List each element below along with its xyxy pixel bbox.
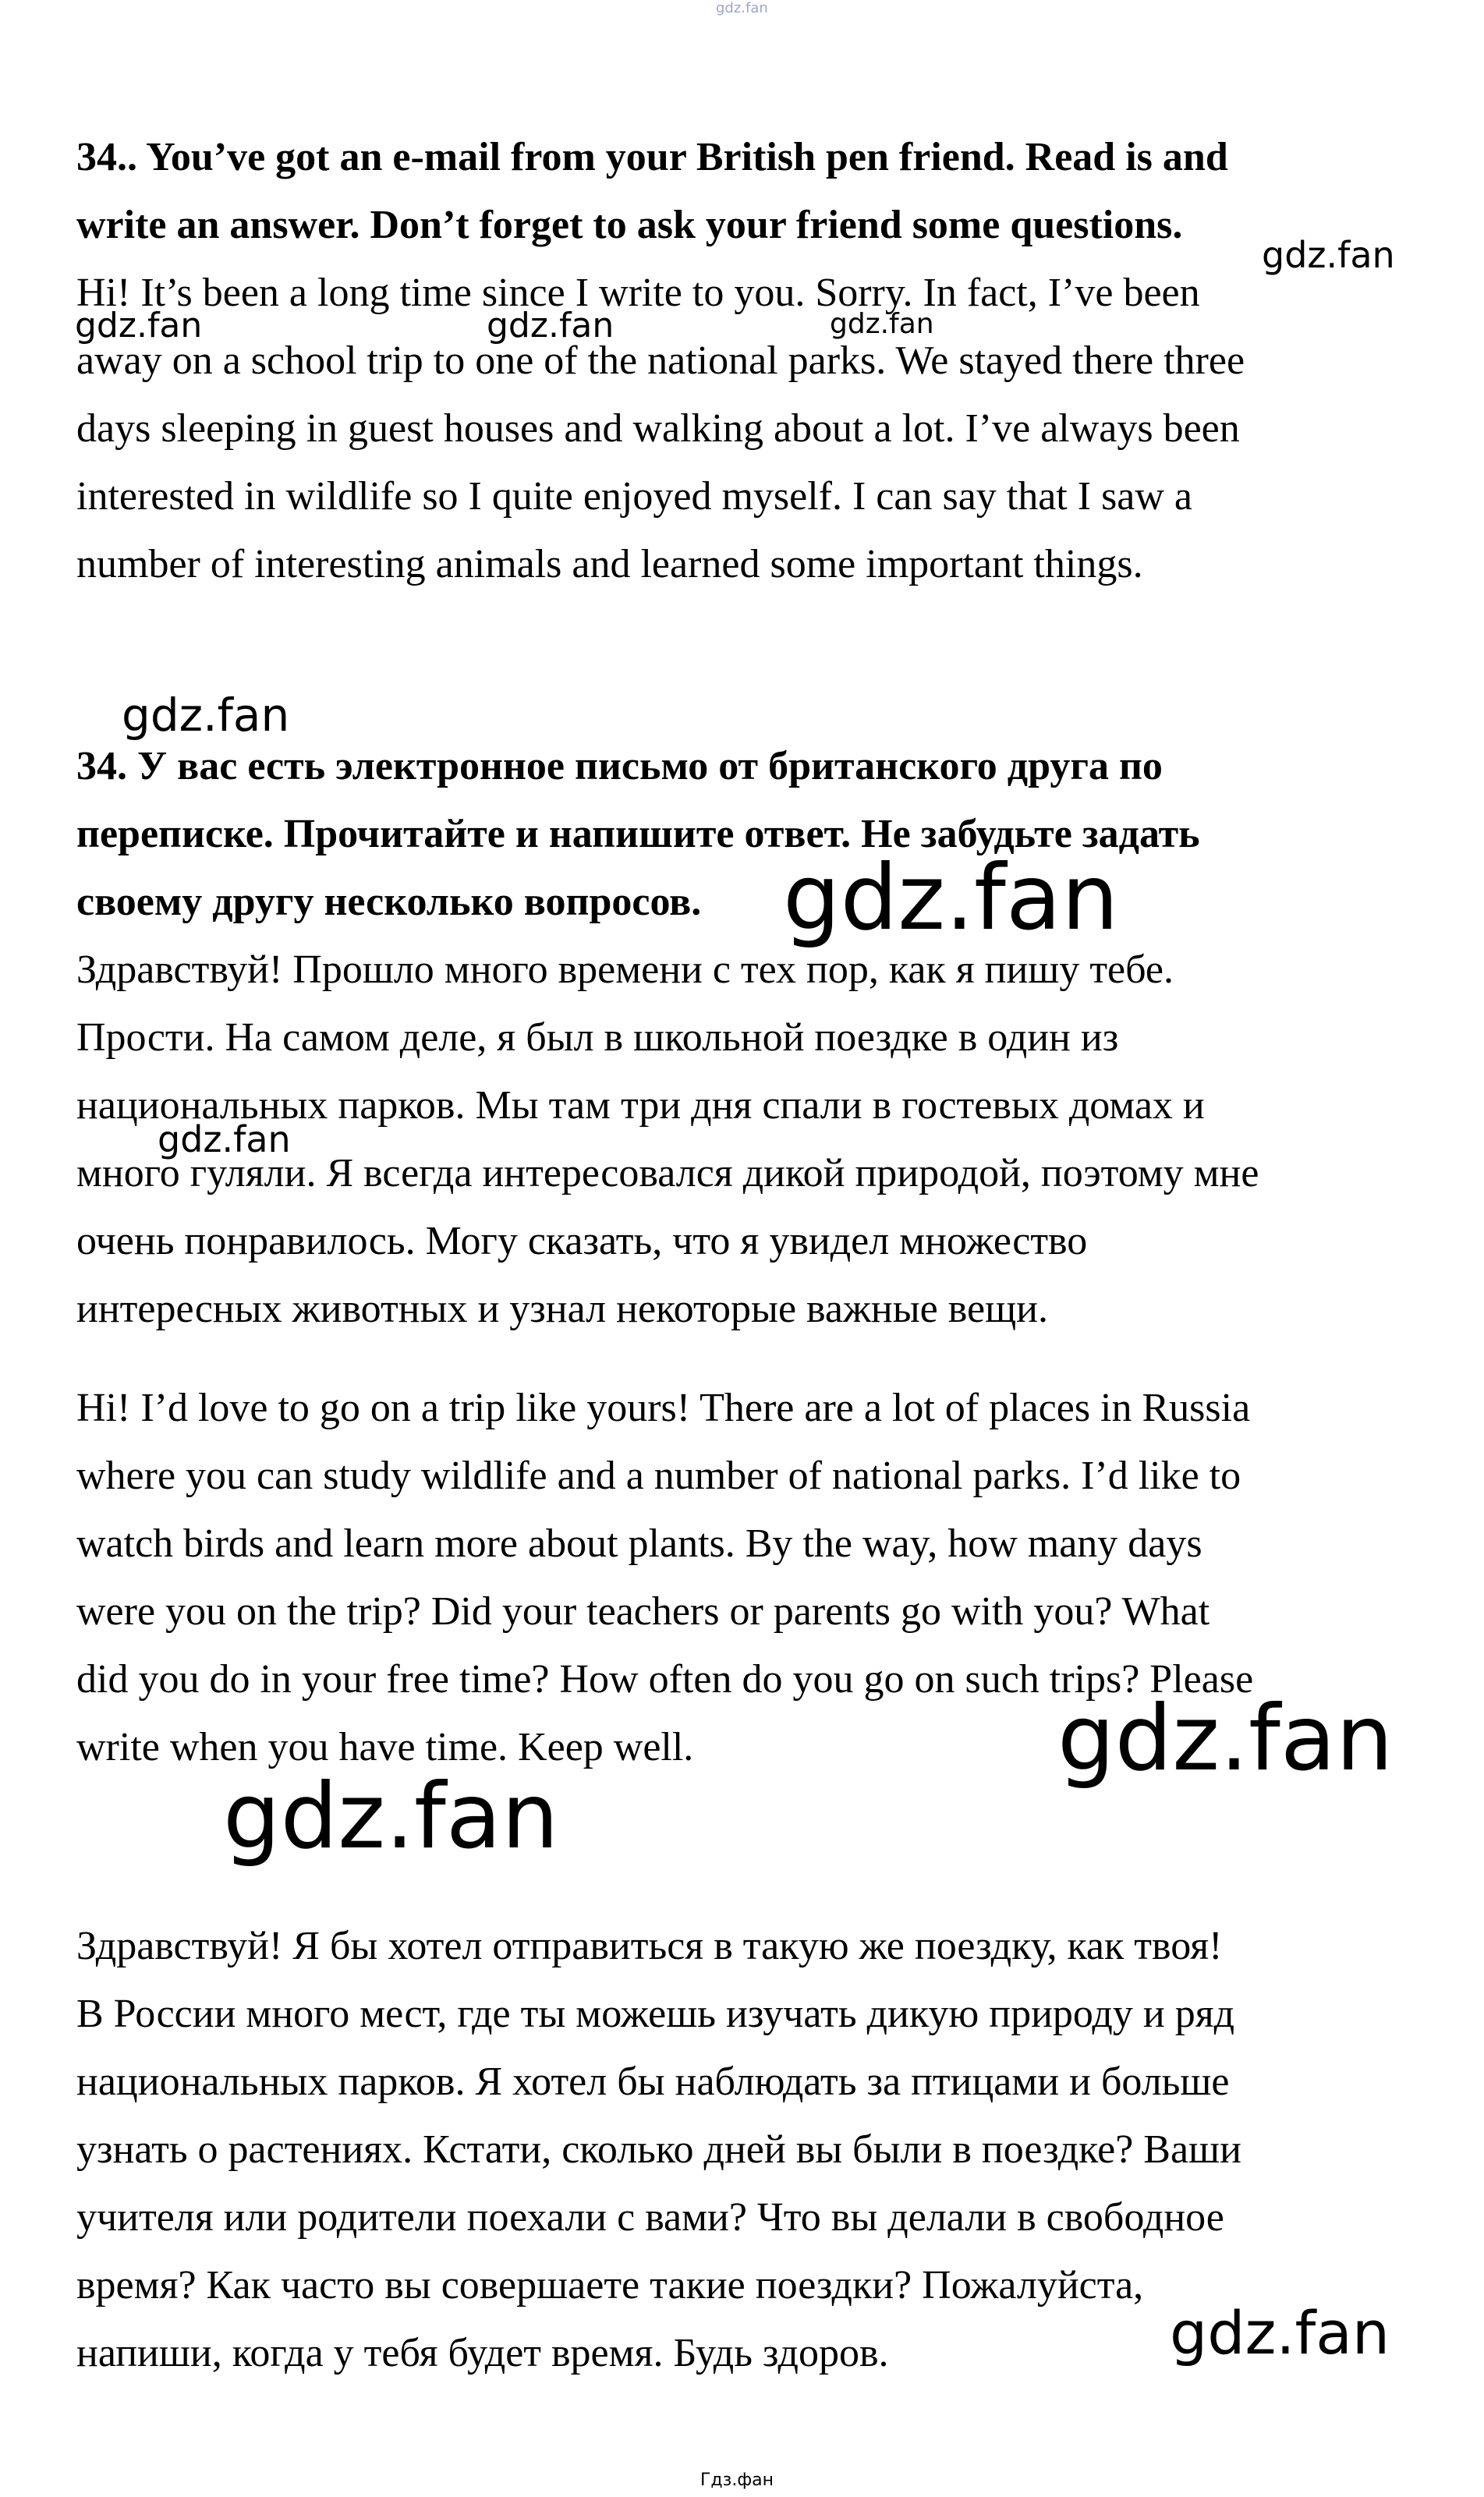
- answer-en-line: did you do in your free time? How often do you go on such trips? Please: [76, 1657, 1254, 1702]
- answer-en-line: Hi! I’d love to go on a trip like yours! There are a lot of places in Russia: [76, 1386, 1251, 1430]
- task-en-body-line: number of interesting animals and learned some important things.: [76, 542, 1143, 586]
- task-ru-heading-line: своему другу несколько вопросов.: [76, 880, 702, 924]
- task-ru: [76, 732, 1418, 1343]
- watermark: gdz.fan: [783, 845, 1119, 951]
- site-label-bottom: Гдз.фан: [700, 2470, 774, 2490]
- watermark: gdz.fan: [830, 308, 934, 340]
- watermark: gdz.fan: [1057, 1686, 1394, 1791]
- answer-ru-line: Здравствуй! Я бы хотел отправиться в такую же поездку, как твоя!: [76, 1924, 1223, 1968]
- task-ru-body-line: интересных животных и узнал некоторые важные вещи.: [76, 1287, 1048, 1331]
- task-ru-body-line: много гуляли. Я всегда интересовался дикой природой, поэтому мне: [76, 1151, 1259, 1195]
- watermark: gdz.fan: [1170, 2298, 1390, 2368]
- task-en-body-line: Hi! It’s been a long time since I write to you. Sorry. In fact, I’ve been: [76, 271, 1200, 315]
- task-ru-body-line: Прости. На самом деле, я был в школьной поездке в один из: [76, 1015, 1119, 1060]
- watermark: gdz.fan: [487, 306, 614, 345]
- answer-en-line: write when you have time. Keep well.: [76, 1725, 694, 1769]
- answer-en-line: where you can study wildlife and a number of national parks. I’d like to: [76, 1454, 1241, 1498]
- answer-ru-line: В России много мест, где ты можешь изучать дикую природу и ряд: [76, 1992, 1235, 2036]
- task-en-body-line: away on a school trip to one of the national parks. We stayed there three: [76, 338, 1245, 383]
- task-ru-heading-line: 34. У вас есть электронное письмо от британского друга по: [76, 744, 1163, 788]
- task-en-heading-line: 34.. You’ve got an e-mail from your British pen friend. Read is and: [76, 135, 1228, 179]
- task-en: [76, 123, 1418, 598]
- task-ru-body-line: Здравствуй! Прошло много времени с тех пор, как я пишу тебе.: [76, 947, 1174, 992]
- answer-ru-line: учителя или родители поехали с вами? Что вы делали в свободное: [76, 2195, 1224, 2240]
- answer-ru-line: напиши, когда у тебя будет время. Будь здоров.: [76, 2331, 889, 2375]
- watermark: gdz.fan: [158, 1118, 291, 1160]
- task-ru-heading-line: переписке. Прочитайте и напишите ответ. Не забудьте задать: [76, 812, 1200, 856]
- watermark: gdz.fan: [1262, 234, 1395, 276]
- answer-ru-line: узнать о растениях. Кстати, сколько дней вы были в поездке? Ваши: [76, 2127, 1241, 2172]
- task-en-body-line: days sleeping in guest houses and walking about a lot. I’ve always been: [76, 406, 1240, 451]
- answer-ru-line: время? Как часто вы совершаете такие поездки? Пожалуйста,: [76, 2263, 1144, 2308]
- watermark: gdz.fan: [223, 1764, 559, 1869]
- answer-ru-line: национальных парков. Я хотел бы наблюдать за птицами и больше: [76, 2060, 1230, 2104]
- task-en-body-line: interested in wildlife so I quite enjoyed myself. I can say that I saw a: [76, 474, 1193, 519]
- answer-en-line: watch birds and learn more about plants. By the way, how many days: [76, 1521, 1202, 1566]
- watermark: gdz.fan: [122, 689, 290, 742]
- answer-en-line: were you on the trip? Did your teachers or parents go with you? What: [76, 1589, 1210, 1634]
- watermark: gdz.fan: [75, 306, 203, 345]
- task-ru-body-line: очень понравилось. Могу сказать, что я увидел множество: [76, 1219, 1088, 1263]
- task-en-heading-line: write an answer. Don’t forget to ask your friend some questions.: [76, 203, 1183, 247]
- task-ru-body-line: национальных парков. Мы там три дня спали в гостевых домах и: [76, 1083, 1205, 1128]
- site-label-top: gdz.fan: [716, 0, 768, 16]
